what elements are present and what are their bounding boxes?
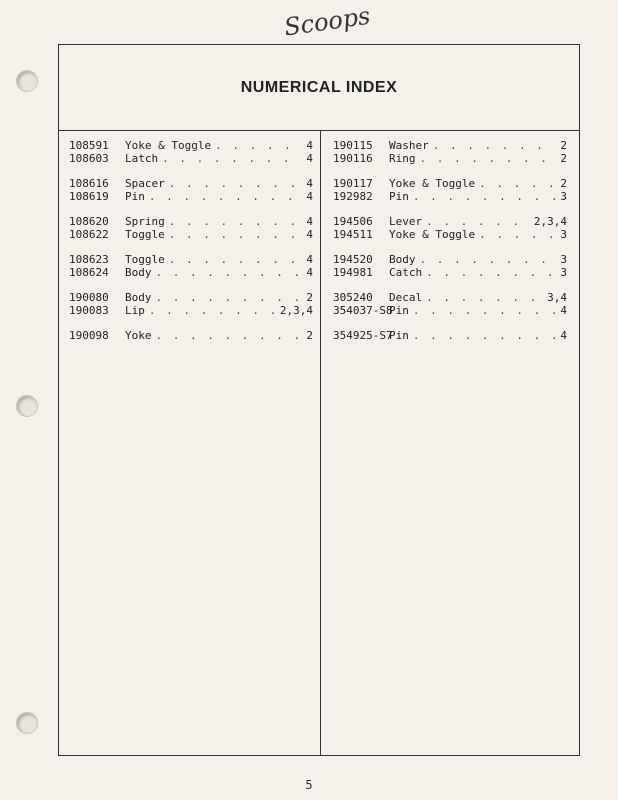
binder-hole-bottom bbox=[16, 712, 38, 734]
part-description: Spacer bbox=[125, 177, 165, 190]
page-title: NUMERICAL INDEX bbox=[240, 79, 398, 96]
index-row bbox=[333, 253, 567, 266]
page-reference: 4 bbox=[306, 177, 313, 190]
part-description: Decal bbox=[389, 291, 423, 304]
index-row bbox=[69, 215, 313, 228]
page-reference: 2,3,4 bbox=[533, 215, 567, 228]
index-row bbox=[69, 139, 313, 152]
index-row bbox=[69, 190, 313, 203]
part-description: Yoke & Toggle bbox=[389, 177, 476, 190]
part-number: 190083 bbox=[69, 304, 109, 317]
part-number: 190116 bbox=[333, 152, 373, 165]
index-row bbox=[333, 215, 567, 228]
part-description: Pin bbox=[389, 329, 409, 342]
part-number: 108591 bbox=[69, 139, 109, 152]
index-row bbox=[69, 228, 313, 241]
part-number: 354037-S8 bbox=[333, 304, 393, 317]
part-description: Pin bbox=[125, 190, 145, 203]
index-row bbox=[69, 177, 313, 190]
part-number: 190098 bbox=[69, 329, 109, 342]
page-number: 5 bbox=[305, 778, 313, 792]
leader-dots bbox=[169, 228, 303, 241]
index-row bbox=[333, 266, 567, 279]
part-number: 194520 bbox=[333, 253, 373, 266]
index-row bbox=[333, 304, 567, 317]
page-reference: 4 bbox=[306, 139, 313, 152]
part-description: Toggle bbox=[125, 228, 165, 241]
leader-dots bbox=[169, 253, 303, 266]
leader-dots bbox=[426, 266, 556, 279]
part-description: Body bbox=[389, 253, 416, 266]
part-description: Toggle bbox=[125, 253, 165, 266]
part-description: Body bbox=[125, 291, 152, 304]
index-row bbox=[333, 190, 567, 203]
leader-dots bbox=[413, 190, 557, 203]
index-row bbox=[69, 291, 313, 304]
part-number: 108603 bbox=[69, 152, 109, 165]
leader-dots bbox=[169, 215, 303, 228]
page-reference: 4 bbox=[560, 304, 567, 317]
index-frame bbox=[58, 44, 580, 756]
page-reference: 2 bbox=[560, 139, 567, 152]
leader-dots bbox=[149, 304, 276, 317]
part-description: Pin bbox=[389, 190, 409, 203]
leader-dots bbox=[433, 139, 557, 152]
part-description: Latch bbox=[125, 152, 159, 165]
part-number: 108616 bbox=[69, 177, 109, 190]
page-reference: 2 bbox=[306, 291, 313, 304]
leader-dots bbox=[156, 266, 303, 279]
page-reference: 3 bbox=[560, 190, 567, 203]
page-reference: 3 bbox=[560, 253, 567, 266]
index-row bbox=[333, 228, 567, 241]
part-description: Yoke & Toggle bbox=[389, 228, 476, 241]
part-number: 108620 bbox=[69, 215, 109, 228]
page-reference: 4 bbox=[306, 228, 313, 241]
leader-dots bbox=[156, 329, 303, 342]
leader-dots bbox=[162, 152, 302, 165]
leader-dots bbox=[420, 253, 557, 266]
index-row bbox=[69, 266, 313, 279]
part-number: 190117 bbox=[333, 177, 373, 190]
part-description: Spring bbox=[125, 215, 165, 228]
right-index-column bbox=[333, 139, 567, 342]
part-description: Catch bbox=[389, 266, 423, 279]
page-reference: 4 bbox=[306, 190, 313, 203]
page-reference: 4 bbox=[306, 152, 313, 165]
leader-dots bbox=[479, 228, 556, 241]
page-reference: 3,4 bbox=[547, 291, 567, 304]
part-number: 190080 bbox=[69, 291, 109, 304]
leader-dots bbox=[420, 152, 557, 165]
page-reference: 4 bbox=[306, 215, 313, 228]
index-row bbox=[333, 152, 567, 165]
leader-dots bbox=[169, 177, 303, 190]
leader-dots bbox=[215, 139, 302, 152]
part-description: Lever bbox=[389, 215, 423, 228]
part-number: 194511 bbox=[333, 228, 373, 241]
part-number: 192982 bbox=[333, 190, 373, 203]
part-description: Yoke bbox=[125, 329, 152, 342]
binder-hole-middle bbox=[16, 395, 38, 417]
index-row bbox=[69, 329, 313, 342]
part-description: Lip bbox=[125, 304, 145, 317]
index-row bbox=[69, 253, 313, 266]
part-number: 194506 bbox=[333, 215, 373, 228]
index-row bbox=[333, 177, 567, 190]
leader-dots bbox=[426, 291, 543, 304]
part-description: Yoke & Toggle bbox=[125, 139, 212, 152]
part-number: 108624 bbox=[69, 266, 109, 279]
leader-dots bbox=[149, 190, 303, 203]
part-number: 108623 bbox=[69, 253, 109, 266]
page-reference: 3 bbox=[560, 266, 567, 279]
index-row bbox=[333, 291, 567, 304]
part-description: Body bbox=[125, 266, 152, 279]
page-reference: 2 bbox=[306, 329, 313, 342]
part-description: Ring bbox=[389, 152, 416, 165]
page-reference: 4 bbox=[306, 266, 313, 279]
index-row bbox=[69, 304, 313, 317]
part-description: Washer bbox=[389, 139, 429, 152]
leader-dots bbox=[156, 291, 303, 304]
left-index-column bbox=[69, 139, 313, 342]
page-reference: 3 bbox=[560, 228, 567, 241]
part-number: 305240 bbox=[333, 291, 373, 304]
leader-dots bbox=[479, 177, 556, 190]
leader-dots bbox=[413, 304, 557, 317]
page-reference: 4 bbox=[306, 253, 313, 266]
page-reference: 2,3,4 bbox=[279, 304, 313, 317]
page-reference: 2 bbox=[560, 177, 567, 190]
index-row bbox=[333, 139, 567, 152]
index-row bbox=[69, 152, 313, 165]
page-reference: 4 bbox=[560, 329, 567, 342]
column-divider bbox=[320, 131, 321, 755]
part-number: 108622 bbox=[69, 228, 109, 241]
leader-dots bbox=[426, 215, 530, 228]
page-reference: 2 bbox=[560, 152, 567, 165]
index-header bbox=[59, 45, 579, 131]
leader-dots bbox=[413, 329, 557, 342]
binder-hole-top bbox=[16, 70, 38, 92]
part-number: 108619 bbox=[69, 190, 109, 203]
part-number: 354925-S7 bbox=[333, 329, 393, 342]
scoops-logo: Scoops bbox=[282, 1, 372, 42]
part-number: 190115 bbox=[333, 139, 373, 152]
part-description: Pin bbox=[389, 304, 409, 317]
part-number: 194981 bbox=[333, 266, 373, 279]
index-row bbox=[333, 329, 567, 342]
